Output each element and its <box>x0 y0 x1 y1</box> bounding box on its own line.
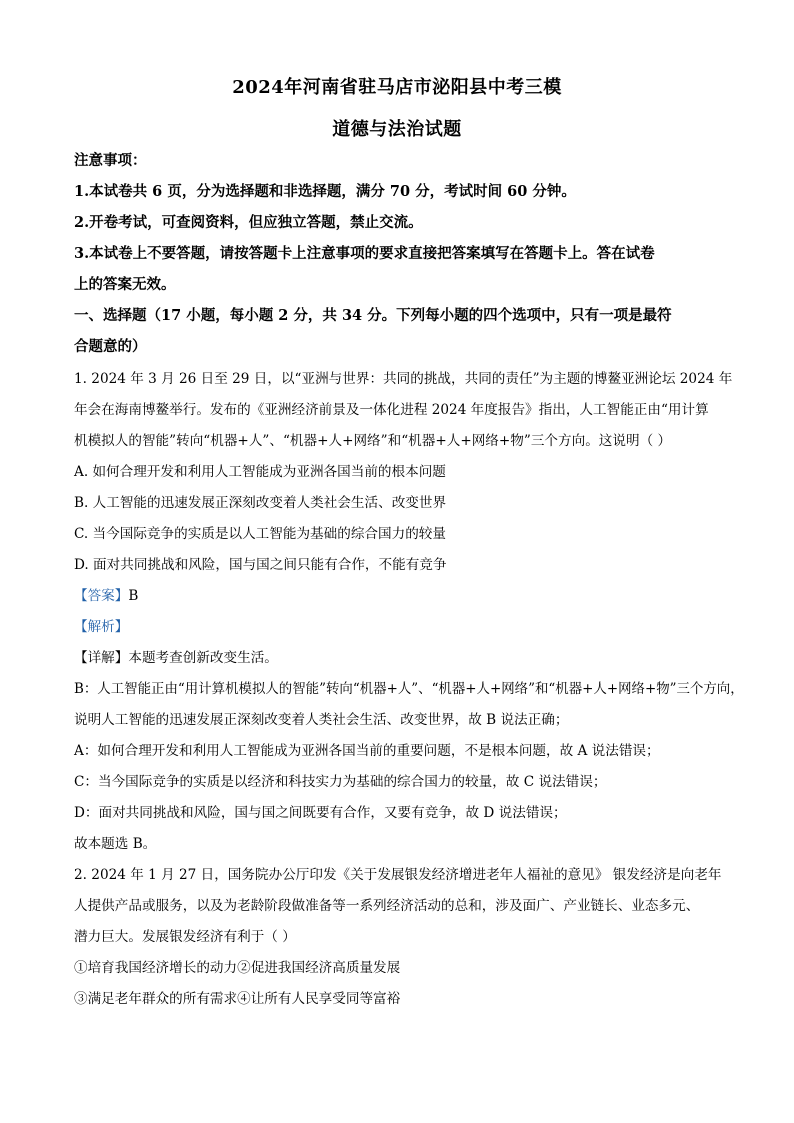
q1-explanation-line: C：当今国际竞争的实质是以经济和科技实力为基础的综合国力的较量，故 C 说法错误； <box>74 774 607 790</box>
q1-option-c: C. 当今国际竞争的实质是以人工智能为基础的综合国力的较量 <box>74 526 446 542</box>
section-heading-cont: 合题意的） <box>74 338 147 355</box>
q1-option-b: B. 人工智能的迅速发展正深刻改变着人类社会生活、改变世界 <box>74 495 447 511</box>
notice-item: 3.本试卷上不要答题，请按答题卡上注意事项的要求直接把答案填写在答题卡上。答在试卷 <box>74 245 655 262</box>
q1-analysis <box>74 618 128 636</box>
q1-explanation-line: A：如何合理开发和利用人工智能成为亚洲各国当前的重要问题，不是根本问题，故 A 说法错误； <box>74 743 660 759</box>
q1-answer <box>74 587 138 605</box>
q2-choice-line: ③满足老年群众的所有需求④让所有人民享受同等富裕 <box>74 991 401 1007</box>
notice-item: 1.本试卷共 6 页，分为选择题和非选择题，满分 70 分，考试时间 60 分钟。 <box>74 183 576 200</box>
notice-item: 上的答案无效。 <box>74 276 176 293</box>
document-subtitle: 道德与法治试题 <box>332 119 462 140</box>
analysis-tag: 【解析】 <box>74 619 129 635</box>
q1-detail <box>74 649 278 667</box>
section-heading: 一、选择题（17 小题，每小题 2 分，共 34 分。下列每小题的四个选项中，只有一项是最符 <box>74 307 672 324</box>
notice-heading: 注意事项： <box>74 152 147 169</box>
q1-explanation-line: 故本题选 B。 <box>74 836 157 852</box>
q1-stem-line: 机模拟人的智能”转向“机器+人”、“机器+人+网络”和“机器+人+网络+物”三个方向。这说明（ ） <box>74 433 672 449</box>
detail-tag: 【详解】 <box>74 650 129 666</box>
detail-text: 本题考查创新改变生活。 <box>128 650 278 666</box>
q1-option-d: D. 面对共同挑战和风险，国与国之间只能有合作，不能有竞争 <box>74 557 447 573</box>
answer-tag: 【答案】 <box>74 588 129 604</box>
q2-stem-line: 2. 2024 年 1 月 27 日，国务院办公厅印发《关于发展银发经济增进老年人福祉的意见》 银发经济是向老年 <box>74 867 722 883</box>
document-title: 2024年河南省驻马店市泌阳县中考三模 <box>232 77 562 98</box>
q1-explanation-line: D：面对共同挑战和风险，国与国之间既要有合作，又要有竞争，故 D 说法错误； <box>74 805 567 821</box>
q1-explanation-line: 说明人工智能的迅速发展正深刻改变着人类社会生活、改变世界，故 B 说法正确； <box>74 712 569 728</box>
notice-item: 2.开卷考试，可查阅资料，但应独立答题，禁止交流。 <box>74 214 423 231</box>
q1-stem-line: 年会在海南博鳌举行。发布的《亚洲经济前景及一体化进程 2024 年度报告》指出，人工智能正由“用计算 <box>74 402 709 418</box>
q2-stem-line: 潜力巨大。发展银发经济有利于（ ） <box>74 929 296 945</box>
q1-explanation-line: B：人工智能正由“用计算机模拟人的智能”转向“机器+人”、“机器+人+网络”和“机器+人+网络+物”三个方向， <box>74 681 744 697</box>
q2-stem-line: 人提供产品或服务，以及为老龄阶段做准备等一系列经济活动的总和，涉及面广、产业链长、业态多元、 <box>74 898 700 914</box>
answer-value: B <box>128 588 139 604</box>
q2-choice-line: ①培育我国经济增长的动力②促进我国经济高质量发展 <box>74 960 401 976</box>
q1-option-a: A. 如何合理开发和利用人工智能成为亚洲各国当前的根本问题 <box>74 464 446 480</box>
q1-stem-line: 1. 2024 年 3 月 26 日至 29 日，以“亚洲与世界：共同的挑战，共同的责任”为主题的博鳌亚洲论坛 2024 年 <box>74 371 733 387</box>
